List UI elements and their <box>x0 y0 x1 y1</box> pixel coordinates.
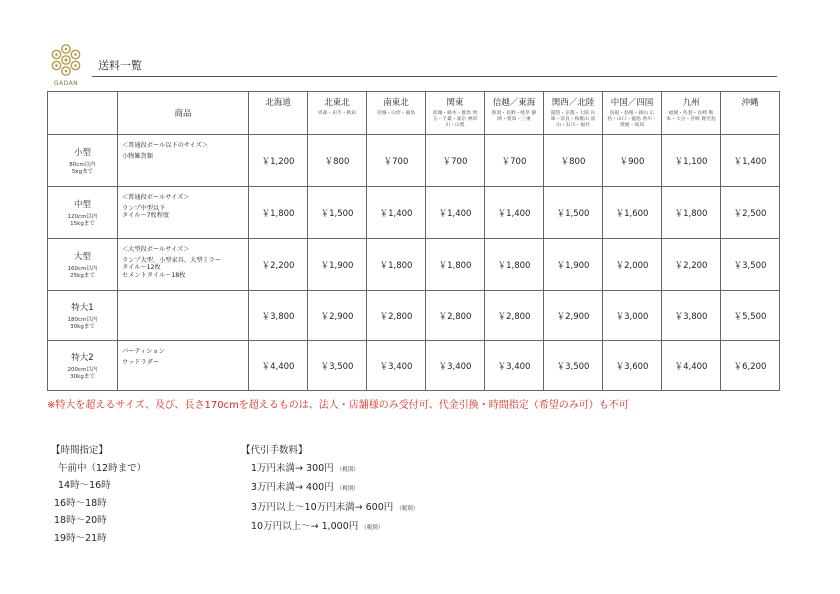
table-header-row <box>48 92 780 135</box>
region-header: 南東北 宮城・山形・福島 <box>367 92 426 135</box>
size-cell <box>48 187 118 239</box>
price-cell: ￥1,200 <box>249 135 308 187</box>
price-cell: ￥2,900 <box>308 291 367 341</box>
item-example: ランプ中型以下 <box>122 204 166 212</box>
price-cell: ￥3,800 <box>249 291 308 341</box>
price-cell: ￥1,800 <box>249 187 308 239</box>
price-cell: ￥1,800 <box>662 187 721 239</box>
price-cell: ￥3,600 <box>603 341 662 391</box>
size-name: 小型 <box>73 147 91 158</box>
size-name: 大型 <box>73 251 91 262</box>
price-cell: ￥800 <box>308 135 367 187</box>
price-cell: ￥3,000 <box>603 291 662 341</box>
item-description-cell <box>118 187 249 239</box>
price-cell: ￥3,500 <box>544 341 603 391</box>
item-description-cell <box>118 291 249 341</box>
cod-fee-item: 3万円未満→ 400円 （税別） <box>251 482 359 493</box>
weight-limit: 30kgまで <box>70 373 95 380</box>
price-cell: ￥1,800 <box>426 239 485 291</box>
price-cell: ￥1,400 <box>485 187 544 239</box>
price-cell: ￥6,200 <box>721 341 780 391</box>
price-cell: ￥1,400 <box>721 135 780 187</box>
price-cell: ￥3,400 <box>426 341 485 391</box>
item-example: 小物雑貨類 <box>122 152 153 160</box>
time-slot-item: 19時〜21時 <box>54 532 107 544</box>
price-cell: ￥900 <box>603 135 662 187</box>
region-header: 北海道 <box>249 92 308 135</box>
price-cell: ￥2,500 <box>721 187 780 239</box>
price-cell: ￥1,800 <box>485 239 544 291</box>
region-header: 関東 茨城・栃木・群馬 埼玉・千葉・東京 神奈川・山梨 <box>426 92 485 135</box>
region-header: 北東北 青森・岩手・秋田 <box>308 92 367 135</box>
time-slot-item: 14時〜16時 <box>58 480 111 491</box>
region-header: 信越／東海 新潟・長野・岐阜 静岡・愛知・三重 <box>485 92 544 135</box>
restriction-note: ※特大を超えるサイズ、及び、長さ170cmを超えるものは、法人・店舗様のみ受付可、代金引換・時間指定（希望のみ可）も不可 <box>47 400 629 411</box>
price-cell: ￥3,500 <box>308 341 367 391</box>
size-name: 特大2 <box>71 352 94 363</box>
region-header: 中国／四国 鳥取・島根・岡山 広島・山口・徳島 香川・愛媛・高知 <box>603 92 662 135</box>
logo-mark-icon <box>44 40 88 80</box>
price-cell: ￥1,500 <box>308 187 367 239</box>
region-header: 沖縄 <box>721 92 780 135</box>
weight-limit: 5kgまで <box>71 168 94 175</box>
price-cell: ￥4,400 <box>249 341 308 391</box>
time-slot-item: 16時〜18時 <box>54 497 107 509</box>
item-example: ウッドラダー <box>122 358 159 366</box>
size-limit: 120cm以内 <box>67 213 98 220</box>
price-cell: ￥1,400 <box>367 187 426 239</box>
size-limit: 180cm以内 <box>67 316 98 323</box>
size-limit: 200cm以内 <box>67 366 98 373</box>
item-description-cell <box>118 135 249 187</box>
item-example: タイル〜12枚 <box>122 264 161 272</box>
price-cell: ￥3,400 <box>367 341 426 391</box>
table-row <box>48 291 780 341</box>
size-limit: 160cm以内 <box>67 265 98 272</box>
header-blank <box>48 92 118 135</box>
weight-limit: 15kgまで <box>70 220 95 227</box>
size-name: 中型 <box>73 199 91 210</box>
item-category: ＜普通段ボール以下のサイズ＞ <box>122 142 209 149</box>
brand-name: GADAN <box>53 80 79 87</box>
price-cell: ￥700 <box>485 135 544 187</box>
size-cell <box>48 341 118 391</box>
item-example: タイル〜7枚程度 <box>122 212 170 220</box>
item-example: ランプ大型、小型家具、大型ミラー <box>122 256 221 264</box>
price-cell: ￥5,500 <box>721 291 780 341</box>
price-cell: ￥2,200 <box>249 239 308 291</box>
price-cell: ￥800 <box>544 135 603 187</box>
item-example: セメントタイル〜18枚 <box>122 271 186 279</box>
weight-limit: 25kgまで <box>70 272 95 279</box>
size-name: 特大1 <box>71 302 94 313</box>
price-cell: ￥4,400 <box>662 341 721 391</box>
table-row <box>48 187 780 239</box>
price-cell: ￥1,100 <box>662 135 721 187</box>
price-cell: ￥3,400 <box>485 341 544 391</box>
time-slot-item: 午前中（12時まで） <box>58 462 147 474</box>
table-row <box>48 341 780 391</box>
region-header: 関西／北陸 滋賀・京都・大阪 兵庫・奈良・和歌山 富山・石川・福井 <box>544 92 603 135</box>
item-category: ＜普通段ボールサイズ＞ <box>122 194 190 201</box>
price-cell: ￥1,900 <box>544 239 603 291</box>
cod-fee-heading: 【代引手数料】 <box>241 445 308 456</box>
price-cell: ￥1,800 <box>367 239 426 291</box>
time-slot-item: 18時〜20時 <box>54 515 107 526</box>
item-category: ＜大型段ボールサイズ＞ <box>122 246 190 253</box>
price-cell: ￥3,800 <box>662 291 721 341</box>
size-cell <box>48 291 118 341</box>
table-row <box>48 135 780 187</box>
cod-fee-item: 1万円未満→ 300円 （税別） <box>251 462 359 474</box>
size-limit: 80cm以内 <box>69 161 96 168</box>
page-title: 送料一覧 <box>98 59 142 72</box>
price-cell: ￥2,800 <box>426 291 485 341</box>
price-cell: ￥1,600 <box>603 187 662 239</box>
item-description-cell <box>118 239 249 291</box>
item-category: パーティション <box>122 348 165 355</box>
price-cell: ￥700 <box>426 135 485 187</box>
brand-logo <box>44 40 88 90</box>
table-row <box>48 239 780 291</box>
price-cell: ￥2,800 <box>485 291 544 341</box>
region-header: 九州 福岡・佐賀・長崎 熊本・大分・宮崎 鹿児島 <box>662 92 721 135</box>
cod-fee-section <box>241 442 418 538</box>
price-cell: ￥3,500 <box>721 239 780 291</box>
time-slot-section <box>51 442 146 547</box>
cod-fee-item: 3万円以上〜10万円未満→ 600円 （税別） <box>251 501 419 513</box>
price-cell: ￥700 <box>367 135 426 187</box>
weight-limit: 30kgまで <box>70 323 95 330</box>
shipping-rate-table <box>47 91 780 391</box>
header-item: 商品 <box>118 92 249 135</box>
price-cell: ￥1,900 <box>308 239 367 291</box>
item-description-cell <box>118 341 249 391</box>
price-cell: ￥1,400 <box>426 187 485 239</box>
size-cell <box>48 239 118 291</box>
price-cell: ￥2,900 <box>544 291 603 341</box>
time-slot-heading: 【時間指定】 <box>51 445 109 456</box>
size-cell <box>48 135 118 187</box>
price-cell: ￥2,800 <box>367 291 426 341</box>
price-cell: ￥2,000 <box>603 239 662 291</box>
cod-fee-item: 10万円以上〜→ 1,000円 （税別） <box>251 521 384 532</box>
price-cell: ￥2,200 <box>662 239 721 291</box>
price-cell: ￥1,500 <box>544 187 603 239</box>
title-divider <box>92 76 777 77</box>
